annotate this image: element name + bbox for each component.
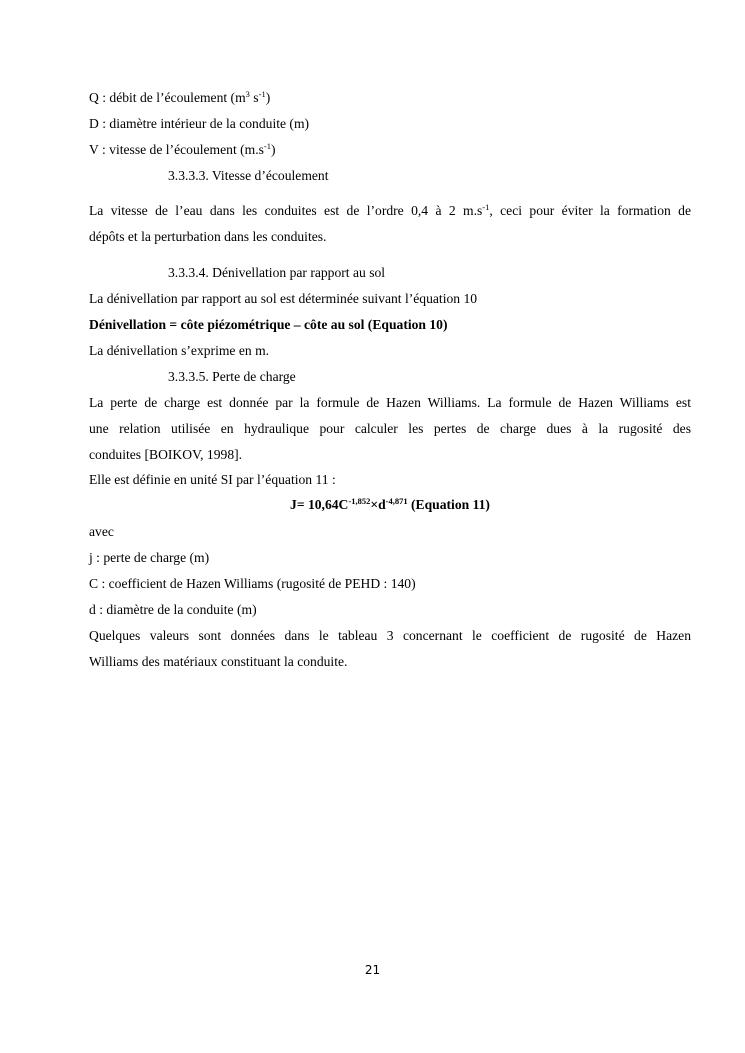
superscript: -1 — [482, 202, 490, 212]
paragraph-perte-line3: conduites [BOIKOV, 1998]. — [89, 447, 243, 462]
definition-v — [89, 141, 691, 159]
avec-label: avec — [89, 524, 114, 539]
paragraph-perte-line2: une relation utilisée en hydraulique pour calculer les pertes de charge dues à la rugosité des — [89, 421, 691, 436]
definition-d: D : diamètre intérieur de la conduite (m) — [89, 116, 310, 131]
superscript: 3 — [245, 89, 250, 99]
definition-q-text: s — [249, 90, 259, 105]
superscript: -1 — [263, 141, 272, 151]
paragraph-deniv-unit: La dénivellation s’exprime en m. — [89, 343, 270, 358]
paragraph-si-intro: Elle est définie en unité SI par l’équation 11 : — [89, 472, 336, 487]
page-number: 21 — [364, 963, 381, 977]
definition-q-text: ) — [265, 90, 271, 105]
equation-10: Dénivellation = côte piézométrique – côte au sol (Equation 10) — [89, 317, 448, 332]
definition-j: j : perte de charge (m) — [89, 550, 210, 565]
equation-11 — [89, 496, 691, 514]
superscript: -4,871 — [385, 496, 408, 506]
definition-q-text: Q : débit de l’écoulement (m — [89, 90, 246, 105]
section-heading-3334: 3.3.3.4. Dénivellation par rapport au sol — [168, 265, 386, 280]
equation-text: (Equation 11) — [407, 497, 490, 512]
definition-d-small: d : diamètre de la conduite (m) — [89, 602, 257, 617]
definition-c: C : coefficient de Hazen Williams (rugosité de PEHD : 140) — [89, 576, 416, 591]
paragraph-deniv-intro: La dénivellation par rapport au sol est déterminée suivant l’équation 10 — [89, 291, 478, 306]
paragraph-vitesse-line2: dépôts et la perturbation dans les conduites. — [89, 229, 327, 244]
superscript: -1,852 — [348, 496, 371, 506]
paragraph-text: La vitesse de l’eau dans les conduites est de l’ordre 0,4 à 2 m.s — [89, 203, 483, 218]
section-heading-3335: 3.3.3.5. Perte de charge — [168, 369, 296, 384]
definition-q — [89, 89, 691, 107]
paragraph-tableau-line2: Williams des matériaux constituant la conduite. — [89, 654, 348, 669]
equation-text: J= 10,64C — [290, 497, 349, 512]
paragraph-perte-line1: La perte de charge est donnée par la formule de Hazen Williams. La formule de Hazen Williams est — [89, 395, 691, 410]
paragraph-text: , ceci pour éviter la formation de — [489, 203, 691, 218]
paragraph-vitesse-line1 — [89, 202, 691, 220]
equation-text: ×d — [370, 497, 386, 512]
section-heading-3333: 3.3.3.3. Vitesse d’écoulement — [168, 168, 329, 183]
definition-v-text: V : vitesse de l’écoulement (m.s — [89, 142, 264, 157]
paragraph-tableau-line1: Quelques valeurs sont données dans le tableau 3 concernant le coefficient de rugosité de Hazen — [89, 628, 691, 643]
definition-v-text: ) — [271, 142, 276, 157]
superscript: -1 — [258, 89, 266, 99]
